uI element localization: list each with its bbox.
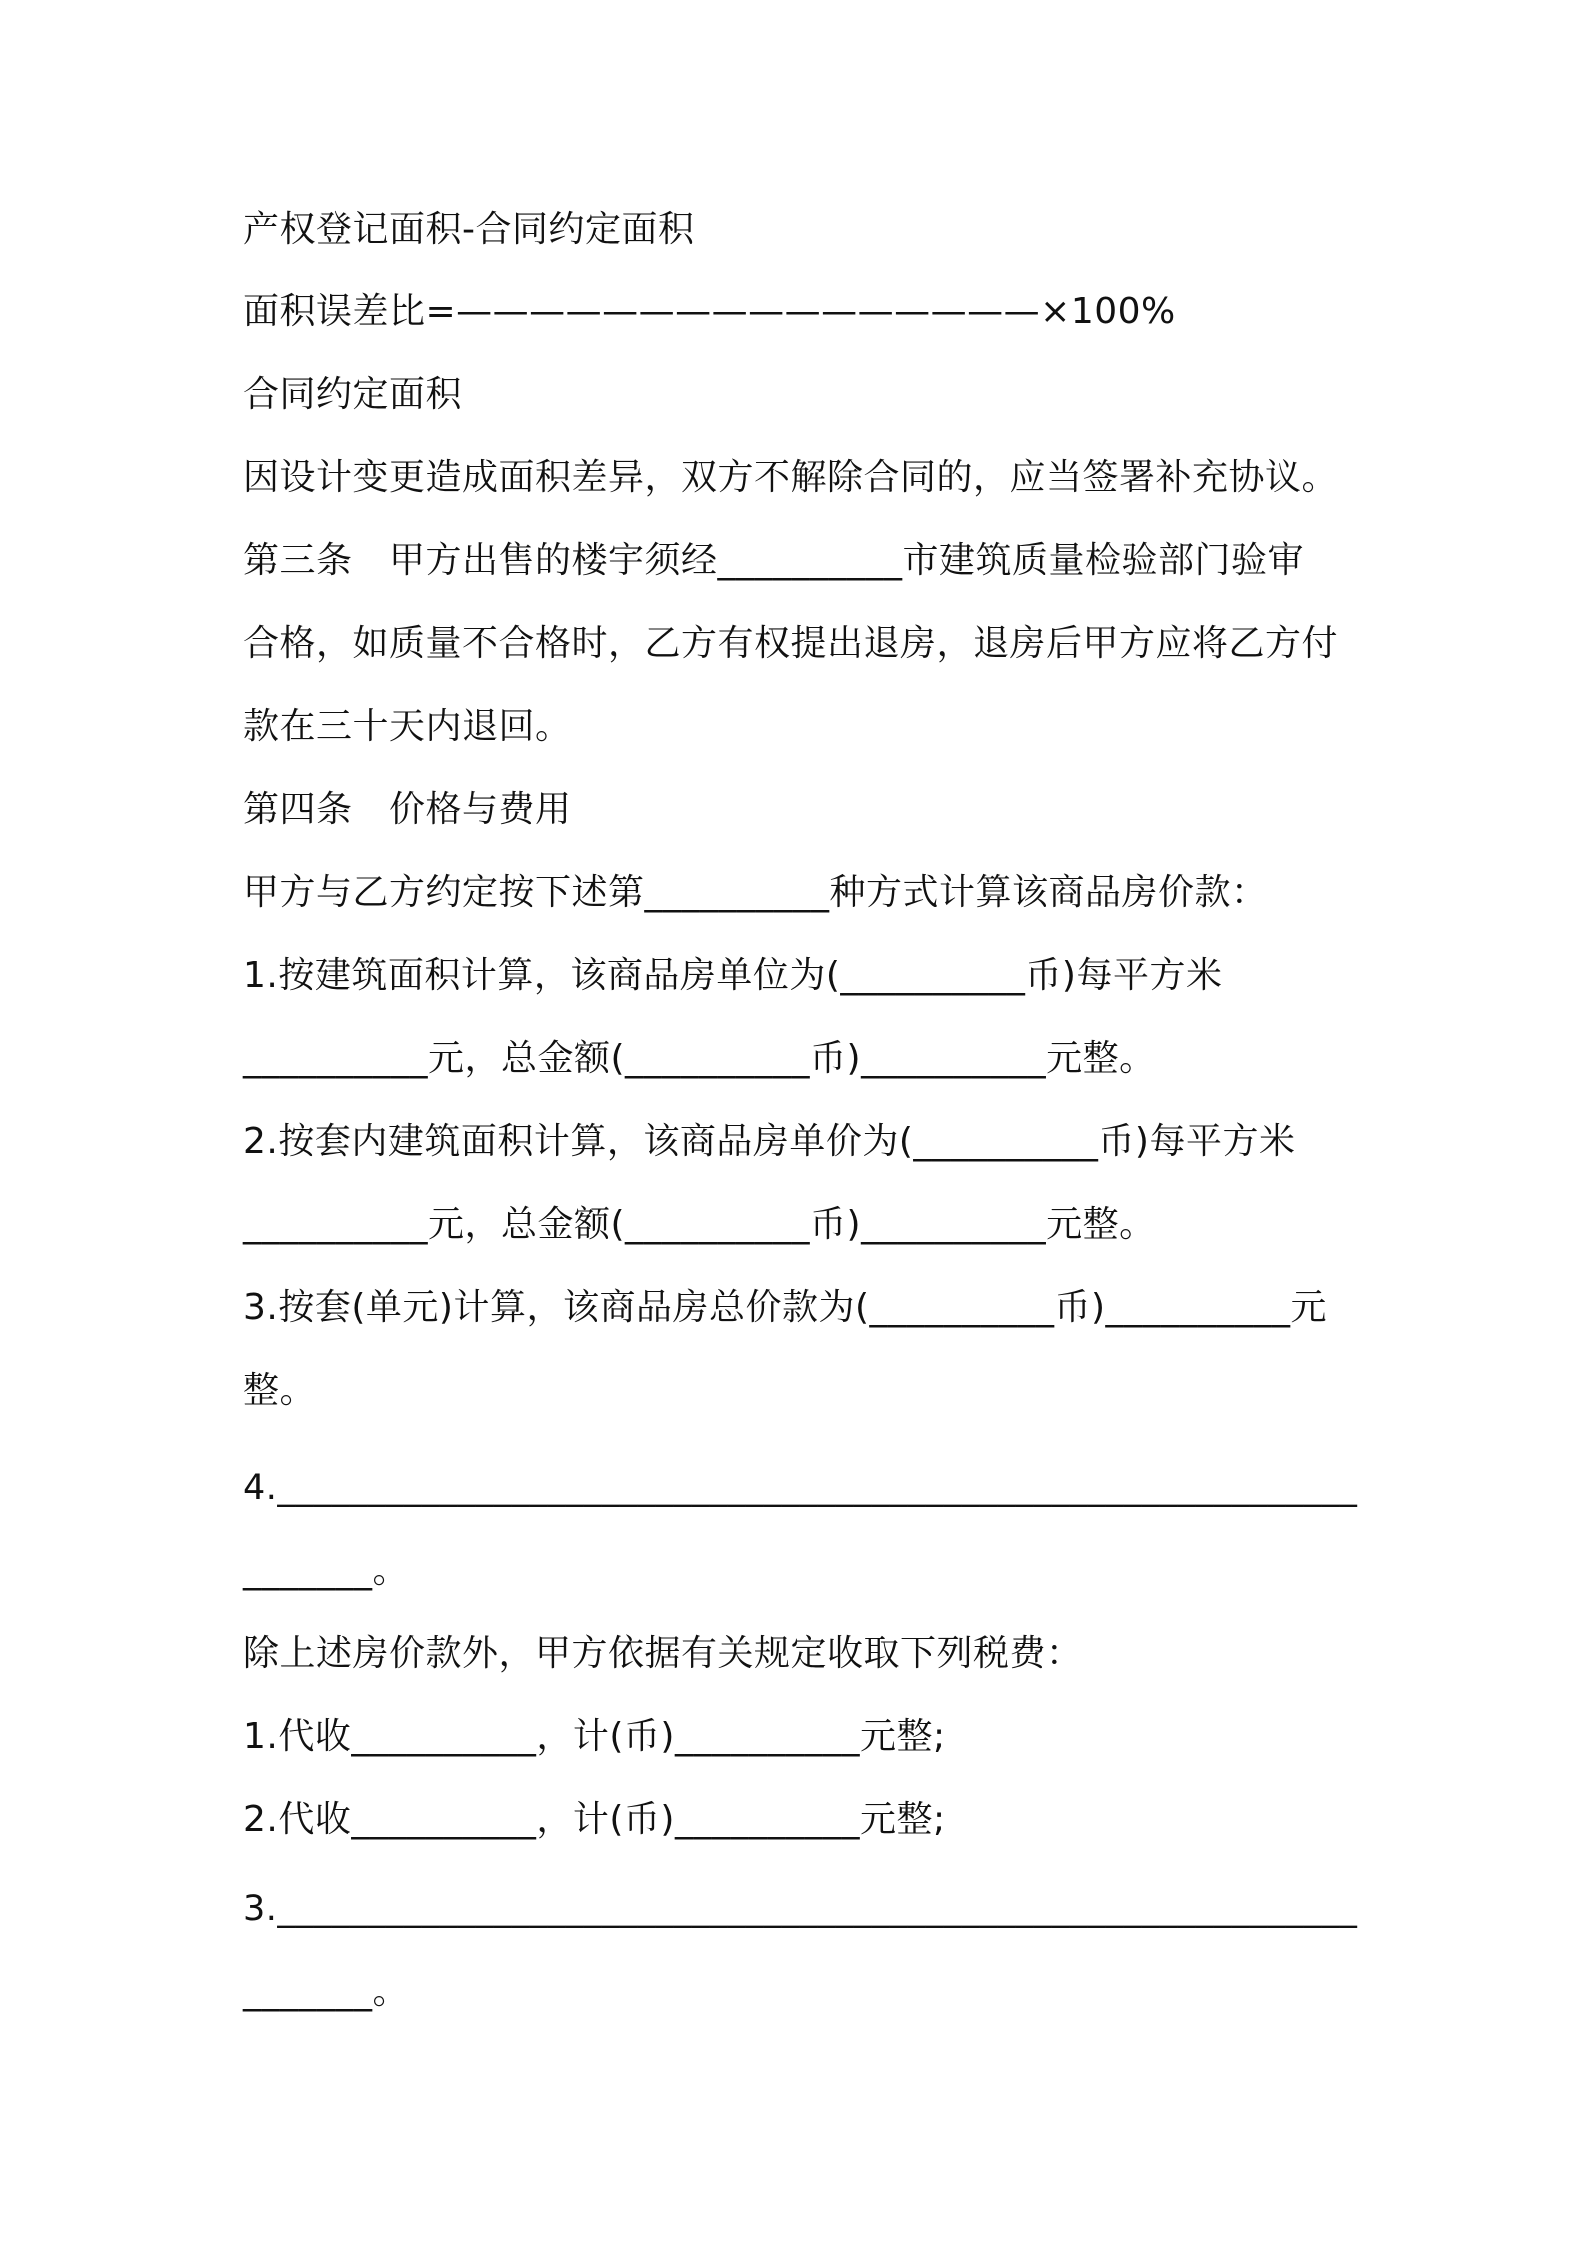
text-line: 4.____________________________________________________________ xyxy=(243,1468,1358,1508)
text-line: _______。 xyxy=(243,1550,410,1591)
text-line: 甲方与乙方约定按下述第__________种方式计算该商品房价款： xyxy=(243,872,1268,913)
text-line: 第四条 价格与费用 xyxy=(243,789,572,830)
text-line: 3.按套(单元)计算，该商品房总价款为(__________币)__________元 xyxy=(243,1287,1328,1328)
text-line: 2.代收__________，计(币)__________元整; xyxy=(243,1799,946,1840)
text-line: 2.按套内建筑面积计算，该商品房单价为(__________币)每平方米 xyxy=(243,1121,1296,1162)
text-line: 第三条 甲方出售的楼宇须经__________市建筑质量检验部门验审 xyxy=(243,540,1305,581)
text-line: 1.代收__________，计(币)__________元整; xyxy=(243,1716,946,1757)
text-line: 3.____________________________________________________________ xyxy=(243,1889,1358,1929)
text-line: 面积误差比=————————————————×100% xyxy=(243,291,1176,332)
text-line: 合格，如质量不合格时，乙方有权提出退房，退房后甲方应将乙方付 xyxy=(243,623,1339,664)
text-line: 整。 xyxy=(243,1370,317,1411)
text-line: __________元，总金额(__________币)__________元整。 xyxy=(243,1204,1156,1245)
text-line: _______。 xyxy=(243,1971,410,2012)
text-line: 因设计变更造成面积差异，双方不解除合同的，应当签署补充协议。 xyxy=(243,457,1339,498)
text-line: 款在三十天内退回。 xyxy=(243,706,572,747)
text-line: 1.按建筑面积计算，该商品房单位为(__________币)每平方米 xyxy=(243,955,1223,996)
text-line: 产权登记面积-合同约定面积 xyxy=(243,209,695,250)
text-line: 除上述房价款外，甲方依据有关规定收取下列税费： xyxy=(243,1633,1083,1674)
text-line: __________元，总金额(__________币)__________元整。 xyxy=(243,1038,1156,1079)
text-line: 合同约定面积 xyxy=(243,374,463,415)
